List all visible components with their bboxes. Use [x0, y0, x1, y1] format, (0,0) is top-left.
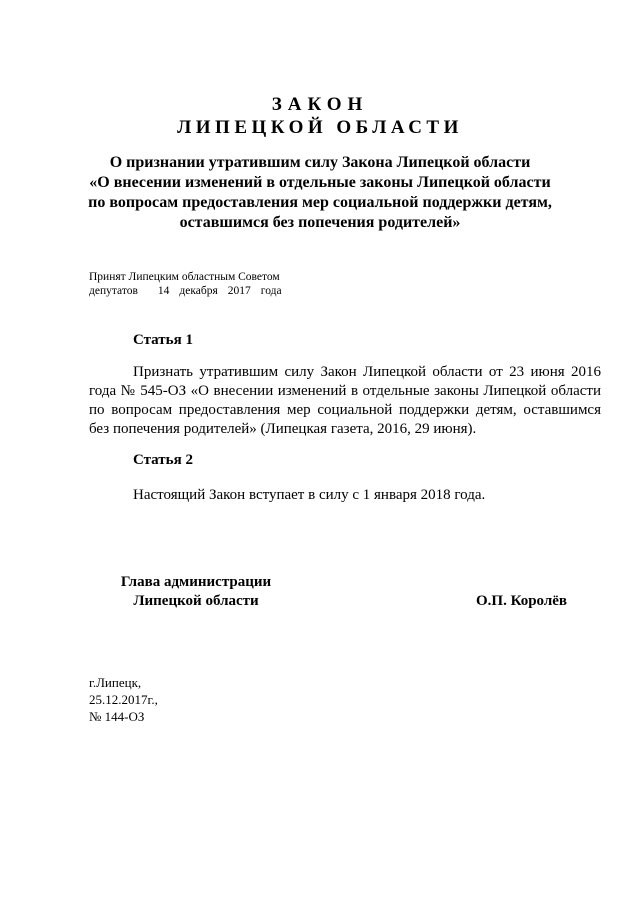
issue-city: г.Липецк,	[89, 675, 142, 690]
title-line: оставшимся без попечения родителей»	[179, 214, 461, 231]
adoption-line-1: Принят Липецким областным Советом	[89, 271, 280, 283]
article-1-line: года № 545-ОЗ «О внесении изменений в отдельные законы Липецкой области	[89, 383, 601, 399]
article-1-line: Признать утратившим силу Закон Липецкой области от 23 июня 2016	[133, 364, 601, 380]
title-line: «О внесении изменений в отдельные законы Липецкой области	[89, 174, 551, 191]
region-heading: ЛИПЕЦКОЙ ОБЛАСТИ	[177, 117, 463, 138]
adoption-note	[89, 270, 282, 298]
article-1-heading: Статья 1	[133, 332, 193, 348]
article-1-line: по вопросам предоставления мер социальной поддержки детям, оставшимся	[89, 402, 601, 418]
adoption-line-2	[89, 284, 282, 298]
issue-date: 25.12.2017г.,	[89, 692, 158, 707]
adoption-day: 14	[157, 285, 170, 297]
adoption-year-word: года	[260, 285, 282, 297]
document-title	[60, 153, 580, 233]
issue-block	[89, 674, 158, 725]
signatory-position-line-2: Липецкой области	[133, 593, 259, 609]
signatory-position-line-1: Глава администрации	[120, 574, 272, 590]
adoption-month: декабря	[179, 285, 218, 297]
title-line: О признании утратившим силу Закона Липецкой области	[109, 154, 531, 171]
adoption-deputies: депутатов	[89, 285, 138, 297]
article-1-line: без попечения родителей» (Липецкая газета, 2016, 29 июня).	[89, 421, 477, 437]
article-2-heading: Статья 2	[133, 452, 193, 468]
law-heading: ЗАКОН	[271, 94, 369, 115]
signatory-name: О.П. Королёв	[476, 593, 568, 609]
title-line: по вопросам предоставления мер социальной поддержки детям,	[88, 194, 552, 211]
article-2-line: Настоящий Закон вступает в силу с 1 января 2018 года.	[133, 487, 486, 503]
issue-number: № 144-ОЗ	[89, 709, 145, 724]
adoption-year: 2017	[227, 285, 251, 297]
article-2-text	[89, 486, 601, 505]
article-1-text	[89, 363, 601, 439]
signatory-position	[116, 573, 276, 611]
